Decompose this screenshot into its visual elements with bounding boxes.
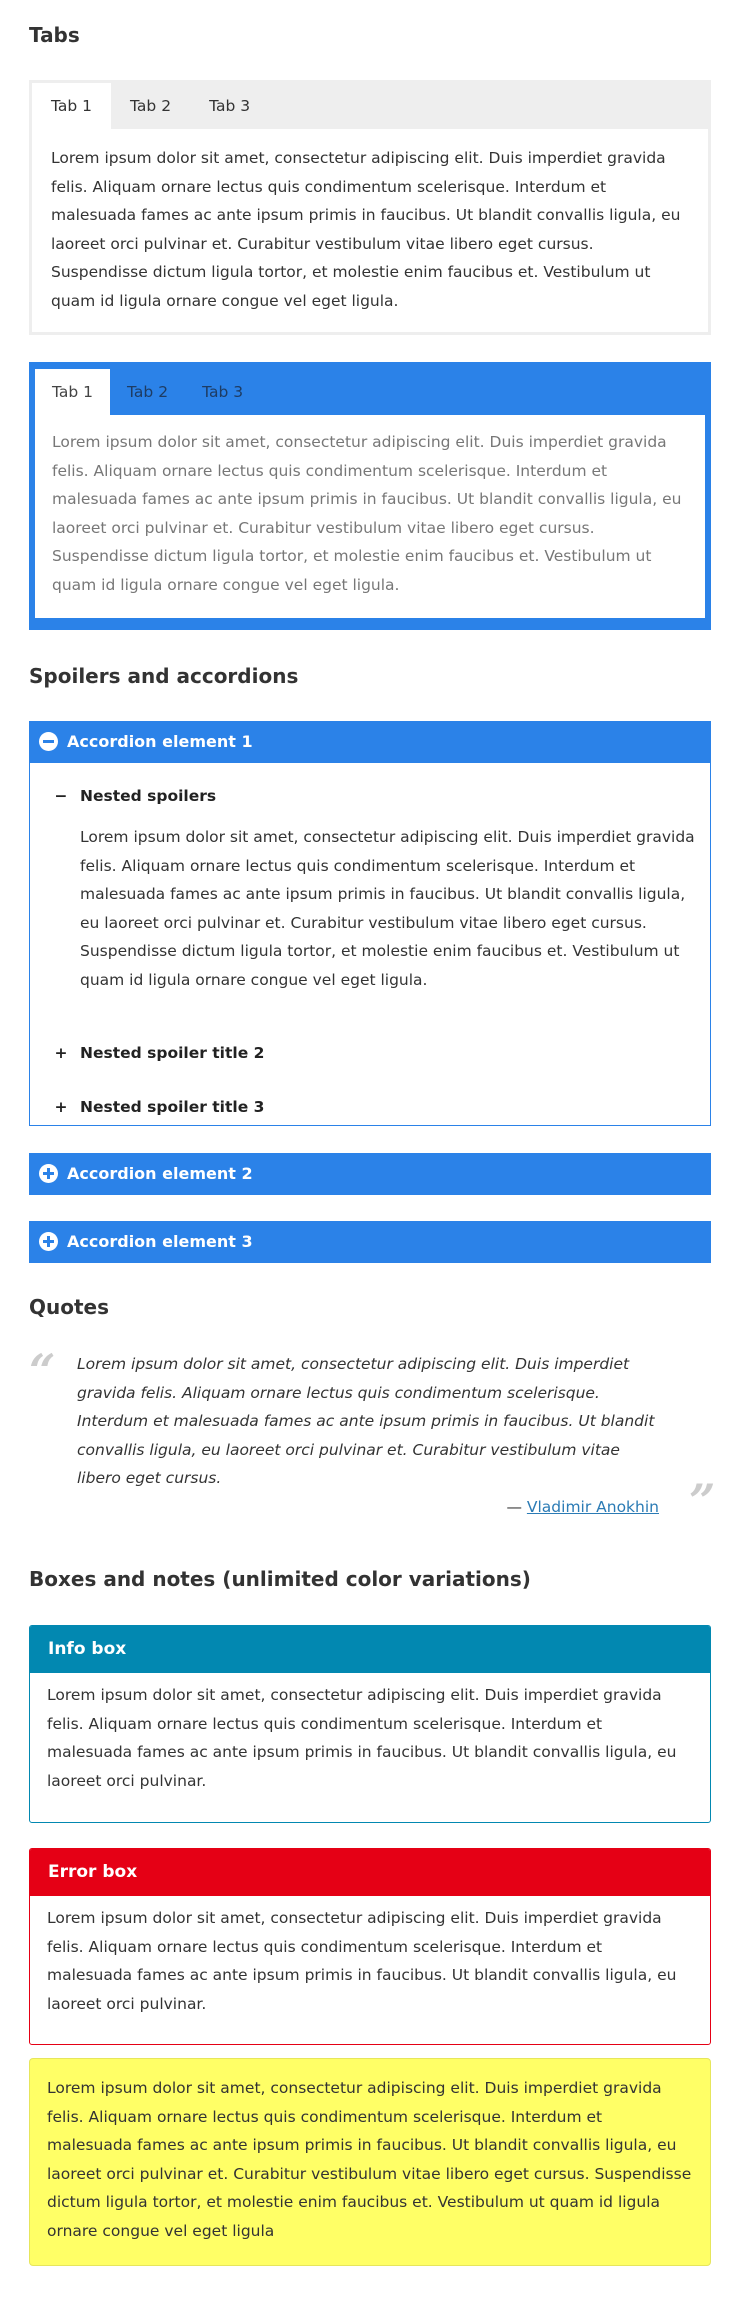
- note-box: Lorem ipsum dolor sit amet, consectetur adipiscing elit. Duis imperdiet gravida felis. Aliquam ornare lectus quis condimentum scelerisque. Interdum et malesuada fames ac ante ipsum primis in faucibus. Ut blandit convallis ligula, eu laoreet orci pulvinar et. Curabitur vestibulum vitae libero eget cursus. Suspendisse dictum ligula tortor, et molestie enim faucibus et. Vestibulum ut quam id ligula ornare congue vel eget ligula: [29, 2058, 711, 2266]
- tabs-default: [29, 80, 711, 335]
- tab-2[interactable]: Tab 2: [127, 383, 169, 401]
- tab-2[interactable]: Tab 2: [130, 97, 172, 115]
- box-content: Lorem ipsum dolor sit amet, consectetur adipiscing elit. Duis imperdiet gravida felis. Aliquam ornare lectus quis condimentum scelerisque. Interdum et malesuada fames ac ante ipsum primis in faucibus. Ut blandit convallis ligula, eu laoreet orci pulvinar.: [30, 1673, 710, 1795]
- tab-pane: Lorem ipsum dolor sit amet, consectetur adipiscing elit. Duis imperdiet gravida felis. Aliquam ornare lectus quis condimentum scelerisque. Interdum et malesuada fames ac ante ipsum primis in faucibus. Ut blandit convallis ligula, eu laoreet orci pulvinar et. Curabitur vestibulum vitae libero eget cursus. Suspendisse dictum ligula tortor, et molestie enim faucibus et. Vestibulum ut quam id ligula ornare congue vel eget ligula.: [51, 149, 681, 310]
- tabs-blue-nav: [35, 362, 705, 415]
- spoiler-title: Nested spoiler title 2: [80, 1044, 265, 1062]
- info-box: [29, 1625, 711, 1823]
- tab-pane: Lorem ipsum dolor sit amet, consectetur adipiscing elit. Duis imperdiet gravida felis. Aliquam ornare lectus quis condimentum scelerisque. Interdum et malesuada fames ac ante ipsum primis in faucibus. Ut blandit convallis ligula, eu laoreet orci pulvinar et. Curabitur vestibulum vitae libero eget cursus. Suspendisse dictum ligula tortor, et molestie enim faucibus et. Vestibulum ut quam id ligula ornare congue vel eget ligula.: [35, 415, 705, 618]
- tabs-default-nav: [32, 83, 708, 129]
- section-title-tabs: Tabs: [29, 23, 80, 47]
- accordion-title: Accordion element 3: [67, 1232, 253, 1251]
- spoiler-nested[interactable]: [52, 782, 216, 810]
- tab-3[interactable]: Tab 3: [202, 383, 244, 401]
- box-title: Info box: [30, 1626, 710, 1673]
- box-title: Error box: [30, 1849, 710, 1896]
- plus-circle-icon: [39, 1164, 58, 1183]
- close-quote-icon: ”: [689, 1474, 716, 1528]
- spoiler-content: Lorem ipsum dolor sit amet, consectetur adipiscing elit. Duis imperdiet gravida felis. Aliquam ornare lectus quis condimentum scelerisque. Interdum et malesuada fames ac ante ipsum primis in faucibus. Ut blandit convallis ligula, eu laoreet orci pulvinar et. Curabitur vestibulum vitae libero eget cursus. Suspendisse dictum ligula tortor, et molestie enim faucibus et. Vestibulum ut quam id ligula ornare congue vel eget ligula.: [80, 828, 695, 989]
- minus-icon: −: [54, 787, 68, 805]
- accordion-element-1[interactable]: [29, 721, 711, 763]
- section-title-boxes: Boxes and notes (unlimited color variations): [29, 1567, 531, 1591]
- spoiler-title-2[interactable]: [52, 1039, 264, 1067]
- section-title-quotes: Quotes: [29, 1295, 110, 1319]
- cite-prefix: —: [506, 1498, 527, 1516]
- quote-text: Lorem ipsum dolor sit amet, consectetur adipiscing elit. Duis imperdiet gravida felis. Aliquam ornare lectus quis condimentum scelerisque. Interdum et malesuada fames ac ante ipsum primis in faucibus. Ut blandit convallis ligula, eu laoreet orci pulvinar et. Curabitur vestibulum vitae libero eget cursus.: [77, 1355, 655, 1488]
- error-box: [29, 1848, 711, 2045]
- open-quote-icon: “: [29, 1344, 56, 1398]
- spoiler-title: Nested spoilers: [80, 787, 217, 805]
- box-content: Lorem ipsum dolor sit amet, consectetur adipiscing elit. Duis imperdiet gravida felis. Aliquam ornare lectus quis condimentum scelerisque. Interdum et malesuada fames ac ante ipsum primis in faucibus. Ut blandit convallis ligula, eu laoreet orci pulvinar.: [30, 1896, 710, 2018]
- accordion-body: [29, 763, 711, 1126]
- plus-icon: +: [54, 1044, 68, 1062]
- tab-1[interactable]: Tab 1: [32, 83, 111, 129]
- spoiler-title: Nested spoiler title 3: [80, 1098, 265, 1116]
- section-title-spoilers: Spoilers and accordions: [29, 664, 299, 688]
- spoiler-title-3[interactable]: [52, 1093, 264, 1121]
- minus-circle-icon: [39, 732, 58, 751]
- plus-icon: +: [54, 1098, 68, 1116]
- accordion-element-3[interactable]: [29, 1221, 711, 1263]
- accordion-title: Accordion element 2: [67, 1164, 253, 1183]
- tab-1[interactable]: Tab 1: [35, 369, 110, 415]
- accordion-title: Accordion element 1: [67, 732, 253, 751]
- quote-cite: [329, 1493, 659, 1522]
- tab-3[interactable]: Tab 3: [209, 97, 251, 115]
- accordion-element-2[interactable]: [29, 1153, 711, 1195]
- cite-author-link[interactable]: Vladimir Anokhin: [526, 1498, 659, 1516]
- tabs-blue: [29, 362, 711, 630]
- plus-circle-icon: [39, 1232, 58, 1251]
